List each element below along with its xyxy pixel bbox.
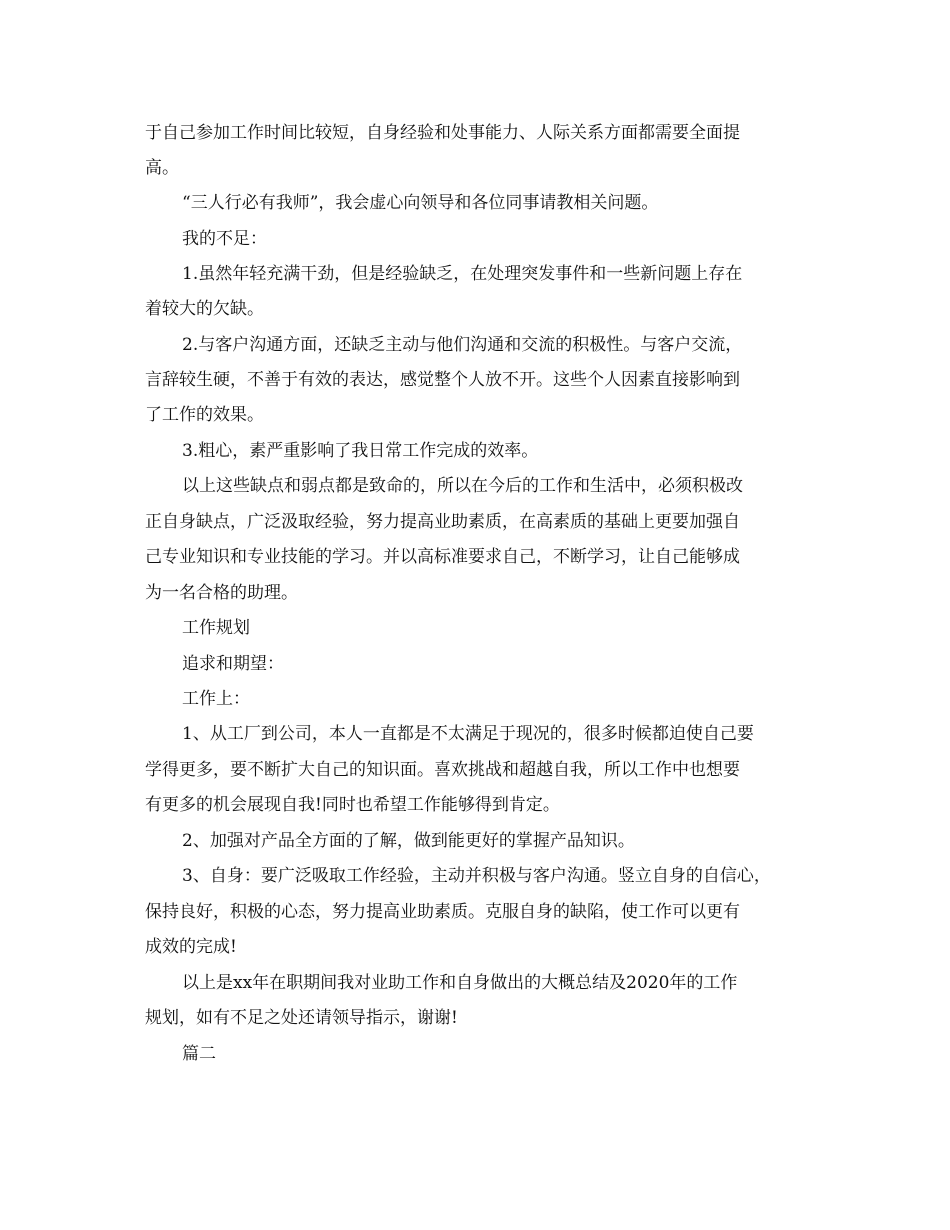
text-line: 1、从工厂到公司，本人一直都是不太满足于现况的，很多时候都迫使自己要 — [182, 724, 754, 744]
text-line: 保持良好，积极的心态，努力提高业助素质。克服自身的缺陷，使工作可以更有 — [145, 902, 740, 922]
text-line: 以上这些缺点和弱点都是致命的，所以在今后的工作和生活中，必须积极改 — [182, 476, 743, 496]
text-line: 规划，如有不足之处还请领导指示，谢谢! — [145, 1008, 458, 1028]
text-line: 正自身缺点，广泛汲取经验，努力提高业助素质，在高素质的基础上更要加强自 — [145, 512, 740, 532]
text-line: 2、加强对产品全方面的了解，做到能更好的掌握产品知识。 — [182, 831, 635, 851]
text-line: 高。 — [145, 158, 179, 178]
text-line: 成效的完成! — [145, 937, 237, 957]
text-line: 有更多的机会展现自我!同时也希望工作能够得到肯定。 — [145, 795, 560, 815]
text-line: 工作上： — [182, 689, 250, 709]
text-line: 我的不足： — [182, 229, 267, 249]
text-line: 以上是xx年在职期间我对业助工作和自身做出的大概总结及2020年的工作 — [182, 973, 738, 993]
text-line: 2.与客户沟通方面，还缺乏主动与他们沟通和交流的积极性。与客户交流， — [182, 335, 743, 355]
text-line: 于自己参加工作时间比较短，自身经验和处事能力、人际关系方面都需要全面提 — [145, 123, 740, 143]
text-line: 1.虽然年轻充满干劲，但是经验缺乏，在处理突发事件和一些新问题上存在 — [182, 264, 743, 284]
text-line: 了工作的效果。 — [145, 405, 264, 425]
text-line: 言辞较生硬，不善于有效的表达，感觉整个人放不开。这些个人因素直接影响到 — [145, 370, 740, 390]
text-line: 3.粗心，素严重影响了我日常工作完成的效率。 — [182, 441, 539, 461]
text-line: 3、自身：要广泛吸取工作经验，主动并积极与客户沟通。竖立自身的自信心， — [182, 866, 771, 886]
text-line: 学得更多，要不断扩大自己的知识面。喜欢挑战和超越自我，所以工作中也想要 — [145, 760, 740, 780]
text-line: 己专业知识和专业技能的学习。并以高标准要求自己，不断学习，让自己能够成 — [145, 547, 740, 567]
text-line: “三人行必有我师”，我会虚心向领导和各位同事请教相关问题。 — [182, 193, 659, 213]
section-heading: 篇二 — [182, 1044, 216, 1064]
section-heading: 工作规划 — [182, 618, 250, 638]
text-line: 为一名合格的助理。 — [145, 583, 298, 603]
text-line: 追求和期望： — [182, 654, 284, 674]
text-line: 着较大的欠缺。 — [145, 299, 264, 319]
